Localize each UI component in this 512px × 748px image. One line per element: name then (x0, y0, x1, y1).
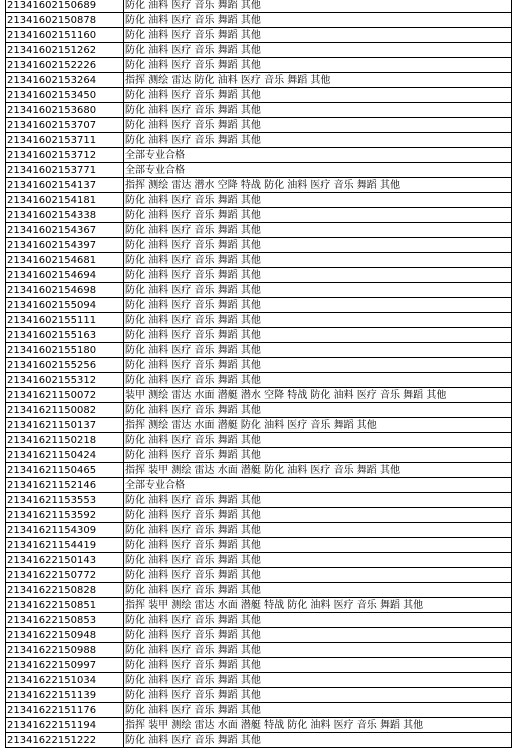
candidate-id-cell: 21341622151222 (6, 733, 124, 748)
candidate-id-cell: 21341621154419 (6, 538, 124, 553)
candidate-id-cell: 21341602155163 (6, 328, 124, 343)
candidate-id-cell: 21341622151139 (6, 688, 124, 703)
candidate-id-cell: 21341602152226 (6, 58, 124, 73)
table-row (6, 103, 512, 118)
candidate-id-cell: 21341622150772 (6, 568, 124, 583)
qualified-specialties-cell: 防化 油料 医疗 音乐 舞蹈 其他 (124, 88, 512, 103)
candidate-id-cell: 21341602155312 (6, 373, 124, 388)
table-row (6, 463, 512, 478)
table-row (6, 598, 512, 613)
qualified-specialties-cell: 防化 油料 医疗 音乐 舞蹈 其他 (124, 13, 512, 28)
qualified-specialties-cell: 防化 油料 医疗 音乐 舞蹈 其他 (124, 673, 512, 688)
candidate-id-cell: 21341602150689 (6, 0, 124, 13)
qualified-specialties-cell: 防化 油料 医疗 音乐 舞蹈 其他 (124, 613, 512, 628)
table-row (6, 88, 512, 103)
candidate-id-cell: 21341602153450 (6, 88, 124, 103)
qualified-specialties-cell: 防化 油料 医疗 音乐 舞蹈 其他 (124, 0, 512, 13)
candidate-id-cell: 21341622151034 (6, 673, 124, 688)
qualified-specialties-cell: 防化 油料 医疗 音乐 舞蹈 其他 (124, 343, 512, 358)
candidate-id-cell: 21341602155180 (6, 343, 124, 358)
candidate-id-cell: 21341622151176 (6, 703, 124, 718)
qualified-specialties-cell: 防化 油料 医疗 音乐 舞蹈 其他 (124, 118, 512, 133)
qualified-specialties-cell: 防化 油料 医疗 音乐 舞蹈 其他 (124, 133, 512, 148)
candidate-id-cell: 21341621154309 (6, 523, 124, 538)
candidate-id-cell: 21341622150143 (6, 553, 124, 568)
table-row (6, 358, 512, 373)
qualified-specialties-cell: 防化 油料 医疗 音乐 舞蹈 其他 (124, 628, 512, 643)
candidate-id-cell: 21341621150072 (6, 388, 124, 403)
candidate-id-cell: 21341602154137 (6, 178, 124, 193)
qualified-specialties-cell: 防化 油料 医疗 音乐 舞蹈 其他 (124, 268, 512, 283)
candidate-id-cell: 21341602155256 (6, 358, 124, 373)
qualified-specialties-cell: 防化 油料 医疗 音乐 舞蹈 其他 (124, 283, 512, 298)
candidate-id-cell: 21341602154681 (6, 253, 124, 268)
table-row (6, 658, 512, 673)
table-row (6, 58, 512, 73)
candidate-id-cell: 21341621152146 (6, 478, 124, 493)
candidate-id-cell: 21341621153553 (6, 493, 124, 508)
qualified-specialties-cell: 防化 油料 医疗 音乐 舞蹈 其他 (124, 643, 512, 658)
results-table (5, 0, 512, 748)
candidate-id-cell: 21341622150948 (6, 628, 124, 643)
candidate-id-cell: 21341602154694 (6, 268, 124, 283)
qualified-specialties-cell: 防化 油料 医疗 音乐 舞蹈 其他 (124, 523, 512, 538)
candidate-id-cell: 21341602154338 (6, 208, 124, 223)
candidate-id-cell: 21341602155111 (6, 313, 124, 328)
qualified-specialties-cell: 防化 油料 医疗 音乐 舞蹈 其他 (124, 688, 512, 703)
qualified-specialties-cell: 防化 油料 医疗 音乐 舞蹈 其他 (124, 238, 512, 253)
table-row (6, 448, 512, 463)
qualified-specialties-cell: 全部专业合格 (124, 148, 512, 163)
candidate-id-cell: 21341621150137 (6, 418, 124, 433)
table-row (6, 193, 512, 208)
table-row (6, 388, 512, 403)
candidate-id-cell: 21341621150424 (6, 448, 124, 463)
qualified-specialties-cell: 防化 油料 医疗 音乐 舞蹈 其他 (124, 448, 512, 463)
qualified-specialties-cell: 装甲 测绘 雷达 水面 潜艇 潜水 空降 特战 防化 油料 医疗 音乐 舞蹈 其他 (124, 388, 512, 403)
candidate-id-cell: 21341621150082 (6, 403, 124, 418)
table-row (6, 268, 512, 283)
table-row (6, 403, 512, 418)
candidate-id-cell: 21341621153592 (6, 508, 124, 523)
qualified-specialties-cell: 防化 油料 医疗 音乐 舞蹈 其他 (124, 223, 512, 238)
table-row (6, 133, 512, 148)
qualified-specialties-cell: 指挥 装甲 测绘 雷达 水面 潜艇 特战 防化 油料 医疗 音乐 舞蹈 其他 (124, 598, 512, 613)
candidate-id-cell: 21341602153707 (6, 118, 124, 133)
table-row (6, 148, 512, 163)
qualified-specialties-cell: 指挥 测绘 雷达 潜水 空降 特战 防化 油料 医疗 音乐 舞蹈 其他 (124, 178, 512, 193)
qualified-specialties-cell: 防化 油料 医疗 音乐 舞蹈 其他 (124, 583, 512, 598)
candidate-id-cell: 21341602151160 (6, 28, 124, 43)
qualified-specialties-cell: 防化 油料 医疗 音乐 舞蹈 其他 (124, 313, 512, 328)
table-row (6, 238, 512, 253)
qualified-specialties-cell: 防化 油料 医疗 音乐 舞蹈 其他 (124, 493, 512, 508)
candidate-id-cell: 21341602153712 (6, 148, 124, 163)
table-row (6, 508, 512, 523)
table-row (6, 43, 512, 58)
table-row (6, 433, 512, 448)
table-row (6, 703, 512, 718)
candidate-id-cell: 21341602150878 (6, 13, 124, 28)
table-row (6, 418, 512, 433)
candidate-id-cell: 21341622150997 (6, 658, 124, 673)
qualified-specialties-cell: 防化 油料 医疗 音乐 舞蹈 其他 (124, 733, 512, 748)
qualified-specialties-cell: 防化 油料 医疗 音乐 舞蹈 其他 (124, 253, 512, 268)
table-row (6, 73, 512, 88)
table-row (6, 118, 512, 133)
qualified-specialties-cell: 防化 油料 医疗 音乐 舞蹈 其他 (124, 193, 512, 208)
table-row (6, 208, 512, 223)
qualified-specialties-cell: 防化 油料 医疗 音乐 舞蹈 其他 (124, 208, 512, 223)
qualified-specialties-cell: 指挥 装甲 测绘 雷达 水面 潜艇 特战 防化 油料 医疗 音乐 舞蹈 其他 (124, 718, 512, 733)
candidate-id-cell: 21341602153771 (6, 163, 124, 178)
qualified-specialties-cell: 防化 油料 医疗 音乐 舞蹈 其他 (124, 568, 512, 583)
table-row (6, 583, 512, 598)
qualified-specialties-cell: 防化 油料 医疗 音乐 舞蹈 其他 (124, 433, 512, 448)
qualified-specialties-cell: 防化 油料 医疗 音乐 舞蹈 其他 (124, 28, 512, 43)
table-row (6, 28, 512, 43)
qualified-specialties-cell: 防化 油料 医疗 音乐 舞蹈 其他 (124, 553, 512, 568)
qualified-specialties-cell: 防化 油料 医疗 音乐 舞蹈 其他 (124, 373, 512, 388)
candidate-id-cell: 21341602153711 (6, 133, 124, 148)
table-row (6, 628, 512, 643)
table-row (6, 373, 512, 388)
qualified-specialties-cell: 指挥 装甲 测绘 雷达 水面 潜艇 防化 油料 医疗 音乐 舞蹈 其他 (124, 463, 512, 478)
table-row (6, 13, 512, 28)
qualified-specialties-cell: 防化 油料 医疗 音乐 舞蹈 其他 (124, 103, 512, 118)
candidate-id-cell: 21341622150828 (6, 583, 124, 598)
table-row (6, 343, 512, 358)
table-row (6, 163, 512, 178)
table-row (6, 538, 512, 553)
qualified-specialties-cell: 防化 油料 医疗 音乐 舞蹈 其他 (124, 358, 512, 373)
table-row (6, 328, 512, 343)
results-table-body (6, 0, 512, 748)
qualified-specialties-cell: 指挥 测绘 雷达 防化 油料 医疗 音乐 舞蹈 其他 (124, 73, 512, 88)
table-row (6, 283, 512, 298)
candidate-id-cell: 21341602154367 (6, 223, 124, 238)
qualified-specialties-cell: 防化 油料 医疗 音乐 舞蹈 其他 (124, 508, 512, 523)
candidate-id-cell: 21341602154181 (6, 193, 124, 208)
candidate-id-cell: 21341602151262 (6, 43, 124, 58)
table-row (6, 673, 512, 688)
table-row (6, 313, 512, 328)
qualified-specialties-cell: 防化 油料 医疗 音乐 舞蹈 其他 (124, 58, 512, 73)
candidate-id-cell: 21341602153680 (6, 103, 124, 118)
table-row (6, 478, 512, 493)
qualified-specialties-cell: 防化 油料 医疗 音乐 舞蹈 其他 (124, 658, 512, 673)
qualified-specialties-cell: 防化 油料 医疗 音乐 舞蹈 其他 (124, 298, 512, 313)
table-row (6, 568, 512, 583)
qualified-specialties-cell: 指挥 测绘 雷达 水面 潜艇 防化 油料 医疗 音乐 舞蹈 其他 (124, 418, 512, 433)
candidate-id-cell: 21341622151194 (6, 718, 124, 733)
table-row (6, 493, 512, 508)
qualified-specialties-cell: 防化 油料 医疗 音乐 舞蹈 其他 (124, 703, 512, 718)
qualified-specialties-cell: 防化 油料 医疗 音乐 舞蹈 其他 (124, 538, 512, 553)
qualified-specialties-cell: 防化 油料 医疗 音乐 舞蹈 其他 (124, 328, 512, 343)
candidate-id-cell: 21341622150853 (6, 613, 124, 628)
qualified-specialties-cell: 全部专业合格 (124, 478, 512, 493)
candidate-id-cell: 21341622150851 (6, 598, 124, 613)
table-row (6, 523, 512, 538)
candidate-id-cell: 21341622150988 (6, 643, 124, 658)
candidate-id-cell: 21341602154397 (6, 238, 124, 253)
table-row (6, 223, 512, 238)
table-row (6, 298, 512, 313)
candidate-id-cell: 21341621150465 (6, 463, 124, 478)
table-row (6, 733, 512, 748)
qualified-specialties-cell: 防化 油料 医疗 音乐 舞蹈 其他 (124, 403, 512, 418)
table-row (6, 718, 512, 733)
table-row (6, 253, 512, 268)
qualified-specialties-cell: 全部专业合格 (124, 163, 512, 178)
table-row (6, 178, 512, 193)
table-row (6, 688, 512, 703)
table-row (6, 553, 512, 568)
qualified-specialties-cell: 防化 油料 医疗 音乐 舞蹈 其他 (124, 43, 512, 58)
candidate-id-cell: 21341621150218 (6, 433, 124, 448)
table-row (6, 613, 512, 628)
table-row (6, 0, 512, 13)
candidate-id-cell: 21341602153264 (6, 73, 124, 88)
table-row (6, 643, 512, 658)
candidate-id-cell: 21341602155094 (6, 298, 124, 313)
candidate-id-cell: 21341602154698 (6, 283, 124, 298)
